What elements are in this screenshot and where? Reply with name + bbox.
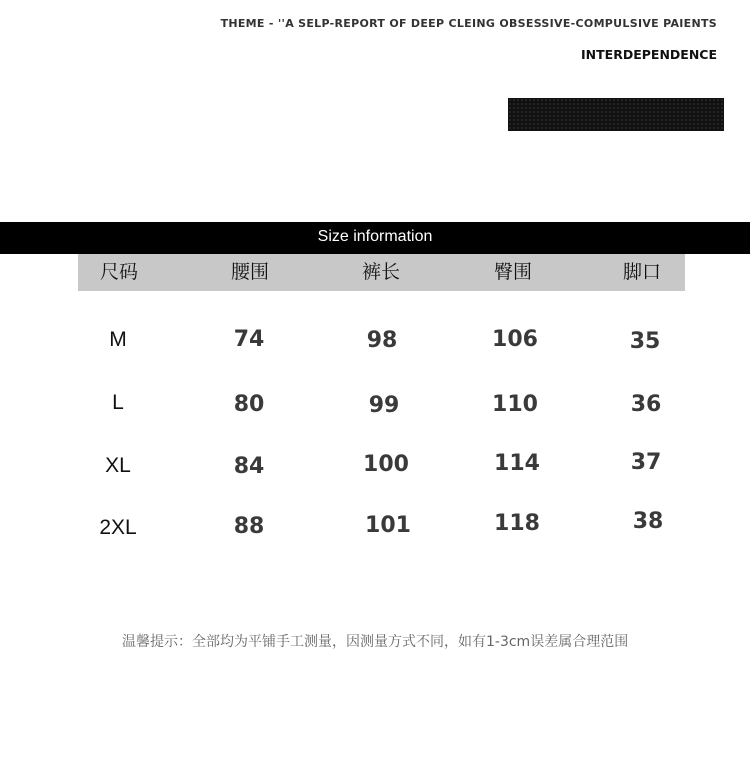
table-cell-length: 100 [363,452,409,477]
table-cell-hip: 118 [494,511,540,536]
table-cell-hip: 110 [492,392,538,417]
table-cell-waist: 88 [233,514,265,539]
size-table-title: Size information [0,222,750,254]
theme-text: THEME - ''A SELP-REPORT OF DEEP CLEING OBSESSIVE-COMPULSIVE PAIENTS [220,17,717,30]
table-cell-waist: 74 [233,327,265,352]
table-cell-hip: 114 [494,451,540,476]
table-cell-waist: 84 [233,454,265,479]
table-cell-hem: 36 [630,392,662,417]
table-cell-size: XL [105,454,131,477]
table-cell-hem: 37 [630,450,662,475]
column-header-hem: 脚口 [622,261,662,283]
table-cell-hip: 106 [492,327,538,352]
table-cell-size: 2XL [99,516,137,539]
column-header-hip: 臀围 [493,261,533,283]
column-header-waist: 腰围 [230,261,270,283]
table-cell-size: L [112,391,124,414]
table-cell-waist: 80 [233,392,265,417]
table-cell-hem: 38 [632,509,664,534]
table-cell-length: 99 [368,393,400,418]
table-cell-length: 101 [365,513,411,538]
column-header-size: 尺码 [99,261,139,283]
subtitle: INTERDEPENDENCE [581,47,717,62]
measurement-note: 温馨提示：全部均为平铺手工测量，因测量方式不同，如有1-3cm误差属合理范围 [122,634,629,650]
decorative-black-block [508,98,724,131]
column-header-length: 裤长 [361,261,401,283]
size-table-header [78,254,685,291]
table-cell-length: 98 [366,328,398,353]
table-cell-size: M [109,328,127,351]
table-cell-hem: 35 [629,329,661,354]
